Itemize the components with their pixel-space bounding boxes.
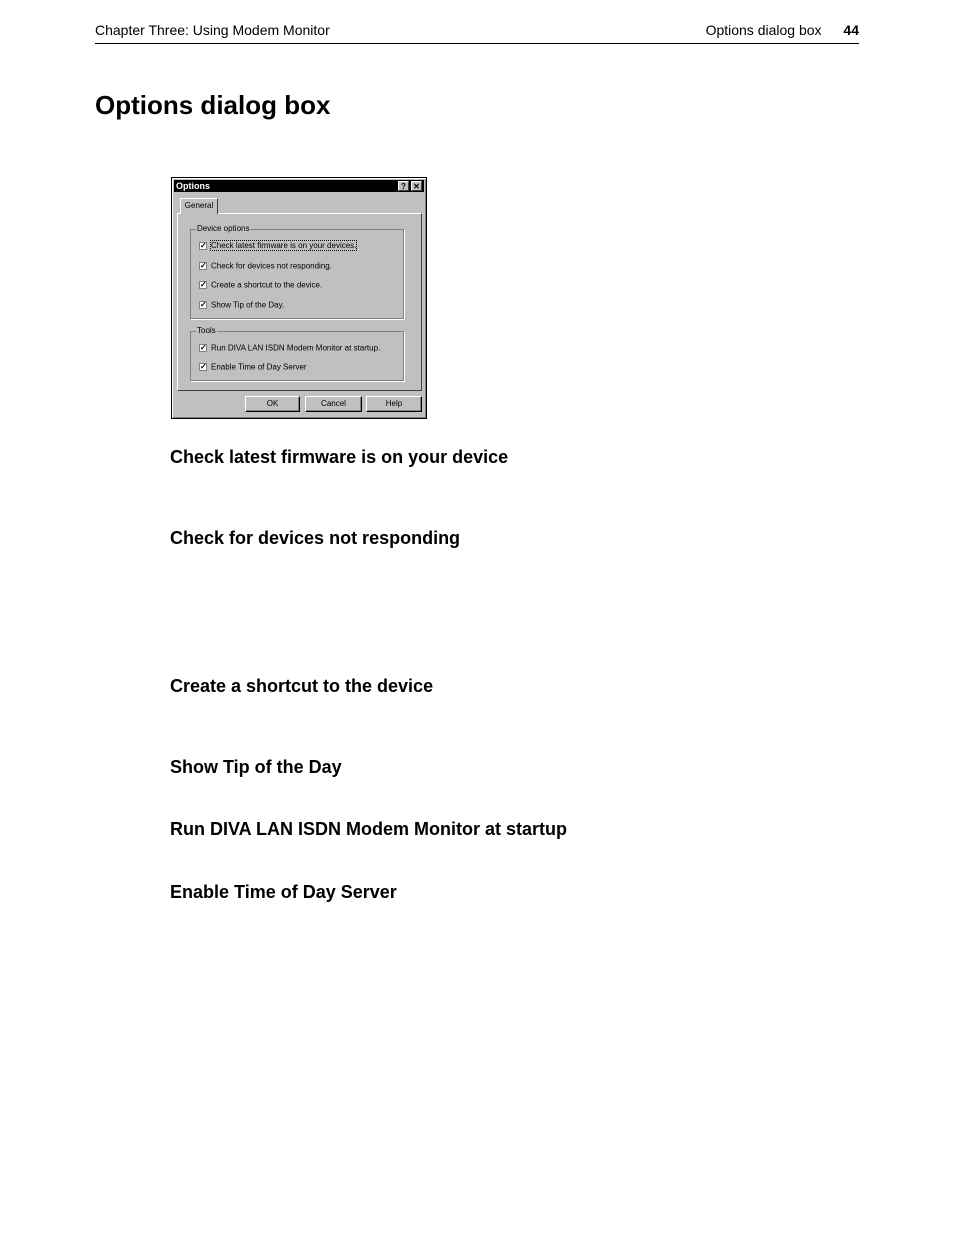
checkbox-label: Enable Time of Day Server [211,362,307,372]
dialog-titlebar [174,180,424,192]
help-icon[interactable]: ? [398,181,409,191]
cancel-button[interactable]: Cancel [305,396,362,412]
checkmark-icon[interactable]: ✓ [200,342,207,352]
checkbox-label: Create a shortcut to the device. [211,280,323,290]
tab-general[interactable]: General [180,198,218,214]
heading-run-at-startup: Run DIVA LAN ISDN Modem Monitor at startup [170,819,567,839]
heading-check-firmware: Check latest firmware is on your device [170,447,509,467]
checkmark-icon[interactable]: ✓ [200,240,207,250]
device-options-label: Device options [197,224,250,233]
tools-label: Tools [197,326,216,335]
checkbox-devices-not-responding[interactable] [199,260,332,271]
chapter-title: Chapter Three: Using Modem Monitor [95,22,330,38]
checkmark-icon[interactable]: ✓ [200,361,207,371]
checkbox-run-at-startup[interactable] [199,342,380,353]
checkbox-label: Check latest firmware is on your devices. [211,241,357,251]
header-right [706,22,859,38]
page-title: Options dialog box [95,90,331,120]
checkbox-label: Run DIVA LAN ISDN Modem Monitor at startup. [211,343,381,353]
checkbox-create-shortcut[interactable] [199,279,322,290]
heading-create-shortcut: Create a shortcut to the device [170,676,434,696]
section-title: Options dialog box [705,22,822,38]
running-header [95,22,859,44]
ok-button[interactable]: OK [245,396,300,412]
checkbox-check-firmware[interactable] [199,240,356,251]
close-icon[interactable]: ✕ [411,181,422,191]
heading-devices-not-responding: Check for devices not responding [170,528,461,548]
page-number: 44 [843,22,859,38]
checkmark-icon[interactable]: ✓ [200,299,207,309]
device-options-group [190,224,404,319]
tab-panel [177,213,422,391]
checkbox-time-of-day-server[interactable] [199,361,307,372]
heading-time-of-day-server: Enable Time of Day Server [170,882,397,902]
help-button[interactable]: Help [366,396,422,412]
checkbox-tip-of-day[interactable] [199,299,284,310]
dialog-title: Options [176,181,210,191]
checkmark-icon[interactable]: ✓ [200,260,207,270]
tools-group [190,326,404,381]
checkbox-label: Show Tip of the Day. [211,300,285,310]
checkmark-icon[interactable]: ✓ [200,279,207,289]
options-dialog-screenshot [171,177,427,419]
heading-tip-of-day: Show Tip of the Day [170,757,342,777]
checkbox-label: Check for devices not responding. [211,261,332,271]
